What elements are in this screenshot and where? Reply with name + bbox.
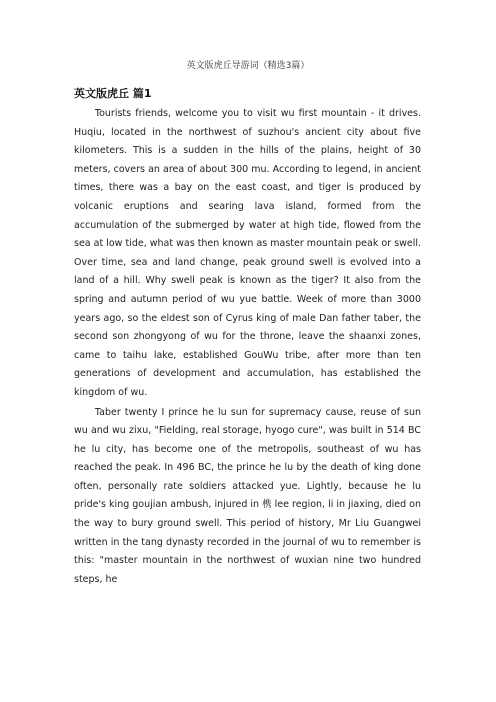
paragraph-2: Taber twenty I prince he lu sun for supremacy cause, reuse of sun wu and wu zixu, "Fielding, real storage, hyogo cure", was built in 514 BC he lu city, has become one of the metropolis, southeast of wu has reached the peak. In 496 BC, the prince he lu by the death of king done often, personally rate soldiers attacked yue. Lightly, because he lu pride's king goujian ambush, injured in 槜 lee region, li in jiaxing, died on the way to bury ground swell. This period of history, Mr Liu Guangwei written in the tang dynasty recorded in the journal of wu to remember is this: "master mountain in the northwest of wuxian nine two hundred steps, he (74, 406, 421, 585)
page-header: 英文版虎丘导游词（精选3篇） (186, 61, 310, 71)
document-body (74, 84, 421, 590)
section-heading: 英文版虎丘 篇1 (74, 87, 152, 100)
paragraph-1: Tourists friends, welcome you to visit wu first mountain - it drives. Huqiu, located in the northwest of suzhou's ancient city about five kilometers. This is a sudden in the hills of the plains, height of 30 meters, covers an area of about 300 mu. According to legend, in ancient times, there was a bay on the east coast, and tiger is produced by volcanic eruptions and searing lava island, formed from the accumulation of the submerged by water at high tide, flowed from the sea at low tide, what was then known as master mountain peak or swell. Over time, sea and land change, peak ground swell is evolved into a land of a hill. Why swell peak is known as the tiger? It also from the spring and autumn period of wu yue battle. Week of more than 3000 years ago, so the eldest son of Cyrus king of male Dan father taber, the second son zhongyong of wu for the throne, leave the shaanxi zones, came to taihu lake, established GouWu tribe, after more than ten generations of development and accumulation, has established the kingdom of wu. (74, 108, 421, 398)
